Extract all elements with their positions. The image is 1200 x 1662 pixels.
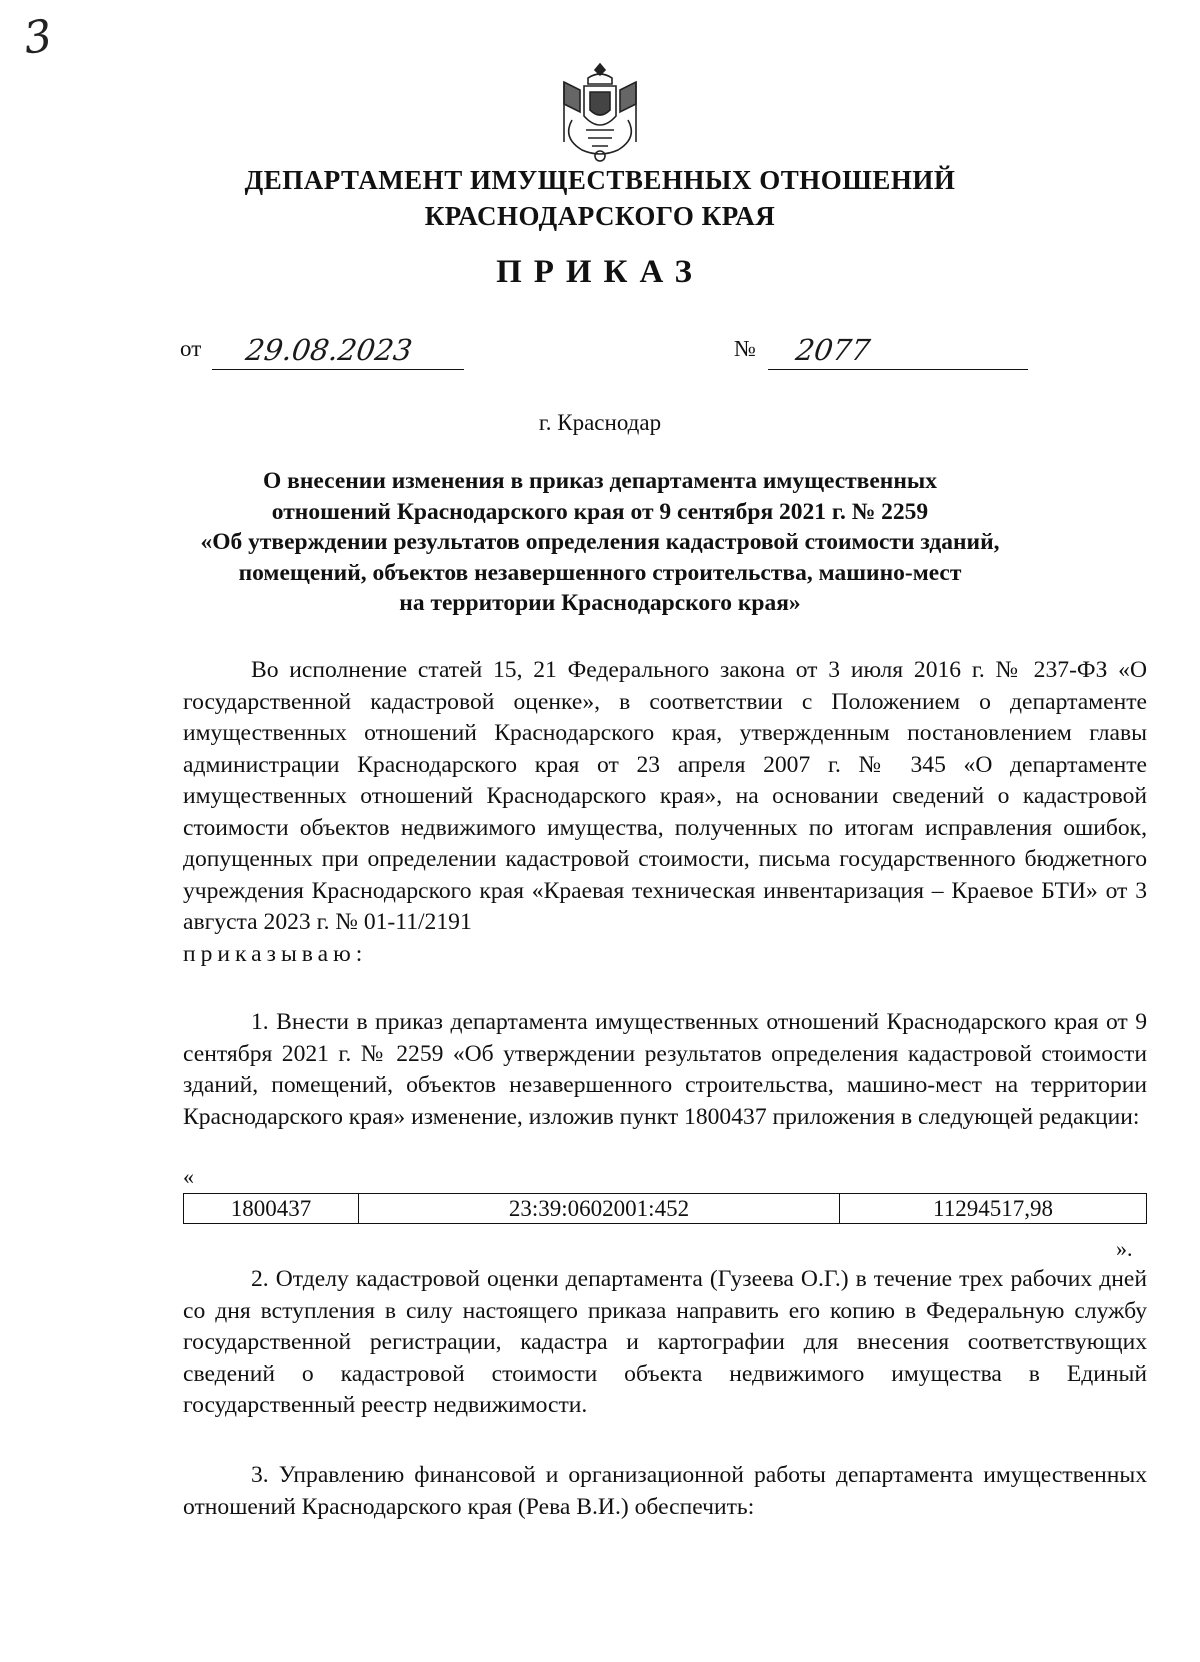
department-name-line-2: КРАСНОДАРСКОГО КРАЯ (424, 201, 776, 231)
title-line: О внесении изменения в приказ департамента имущественных (263, 468, 937, 494)
item-2-text: 2. Отделу кадастровой оценки департамента (Гузеева О.Г.) в течение трех рабочих дней со дня вступления в силу настоящего приказа направить его копию в Федеральную службу государственной регистрации, кадастра и картографии для внесения соответствующих сведений о кадастровой стоимости объекта недвижимого имущества в Единый государственный реестр недвижимости. (183, 1266, 1147, 1418)
title-line: помещений, объектов незавершенного строительства, машино-мест (238, 559, 962, 586)
date-value: 29.08.2023 (243, 333, 415, 367)
number-label: № (734, 336, 756, 361)
table-cell-item-number: 1800437 (184, 1194, 359, 1223)
number-value: 2077 (793, 333, 873, 367)
city-line: г. Краснодар (538, 410, 662, 435)
closing-quote: ». (1116, 1236, 1133, 1261)
title-line: на территории Краснодарского края» (399, 590, 801, 616)
table-cell-cadastral-value: 11294517,98 (933, 1195, 1053, 1221)
date-field (212, 333, 464, 370)
department-name-line-1: ДЕПАРТАМЕНТ ИМУЩЕСТВЕННЫХ ОТНОШЕНИЙ (244, 165, 956, 195)
order-word: приказываю: (183, 940, 368, 967)
title-line: отношений Краснодарского края от 9 сентября 2021 г. № 2259 (271, 498, 929, 525)
amendment-table-row (183, 1193, 1147, 1224)
document-type-heading: ПРИКАЗ (496, 254, 704, 290)
item-1-paragraph (183, 1007, 1147, 1133)
preamble-block (183, 655, 1147, 970)
table-cell-cadastral-number: 23:39:0602001:452 (359, 1194, 840, 1223)
item-2-paragraph (183, 1264, 1147, 1422)
order-title (120, 466, 1080, 619)
opening-quote: « (183, 1164, 194, 1189)
coat-of-arms-emblem (550, 60, 650, 164)
number-field (768, 333, 1028, 370)
item-3-text: 3. Управлению финансовой и организационной работы департамента имущественных отношений Краснодарского края (Рева В.И.) обеспечить: (183, 1462, 1147, 1520)
preamble-paragraph: Во исполнение статей 15, 21 Федерального закона от 3 июля 2016 г. № 237-ФЗ «О государственной кадастровой оценке», в соответствии с Положением о департаменте имущественных отношений Краснодарского края, утвержденным постановлением главы администрации Краснодарского края от 23 апреля 2007 г. № 345 «О департаменте имущественных отношений Краснодарского края», на основании сведений о кадастровой стоимости объектов недвижимого имущества, полученных по итогам исправления ошибок, допущенных при определении кадастровой стоимости, письма государственного бюджетного учреждения Краснодарского края «Краевая техническая инвентаризация – Краевое БТИ» от 3 августа 2023 г. № 01-11/2191 (183, 657, 1147, 935)
page-number-mark: 3 (20, 10, 56, 65)
date-label: от (180, 336, 202, 361)
item-3-paragraph (183, 1460, 1147, 1523)
title-line: «Об утверждении результатов определения кадастровой стоимости зданий, (200, 529, 1000, 555)
item-1-text: 1. Внести в приказ департамента имущественных отношений Краснодарского края от 9 сентября 2021 г. № 2259 «Об утверждении результатов определения кадастровой стоимости зданий, помещений, объектов незавершенного строительства, машино-мест на территории Краснодарского края» изменение, изложив пункт 1800437 приложения в следующей редакции: (183, 1009, 1147, 1130)
